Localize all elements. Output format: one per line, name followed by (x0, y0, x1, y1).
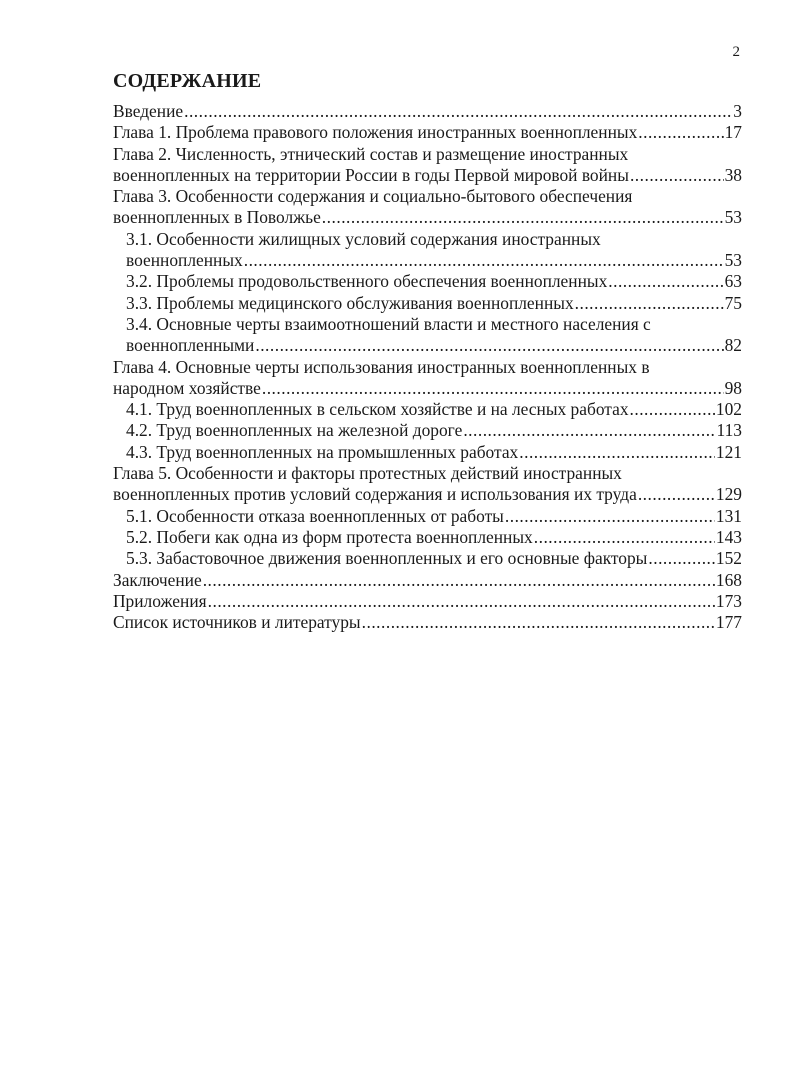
dot-leader (630, 399, 715, 420)
dot-leader (638, 484, 715, 505)
toc-chapter-entry[interactable] (113, 101, 742, 122)
toc-entry-page-number: 3 (733, 101, 742, 121)
dot-leader (208, 591, 715, 612)
toc-entry-title: 3.2. Проблемы продовольственного обеспечения военнопленных (126, 271, 608, 292)
toc-chapter-entry[interactable] (113, 591, 742, 612)
toc-subsection-entry[interactable] (113, 548, 742, 569)
toc-entry-page-number: 173 (715, 590, 742, 611)
toc-chapter-entry[interactable] (113, 463, 742, 506)
dot-leader (648, 548, 715, 569)
toc-entry-title: военнопленными (126, 335, 255, 356)
toc-entry-title: Введение (113, 101, 184, 121)
table-of-contents (113, 101, 742, 633)
toc-entry-page-number: 98 (724, 377, 742, 398)
toc-entry-page-number: 53 (724, 207, 742, 228)
toc-entry-row (113, 591, 742, 612)
toc-chapter-entry[interactable] (113, 122, 742, 143)
toc-entry-title: Приложения (113, 590, 207, 611)
dot-leader (608, 271, 723, 292)
toc-entry-page-number: 102 (715, 399, 742, 420)
toc-entry-row (126, 335, 742, 356)
toc-entry-page-number: 53 (724, 250, 742, 271)
toc-entry-title: 4.2. Труд военнопленных на железной дороге (126, 420, 463, 441)
toc-entry-row (126, 250, 742, 271)
dot-leader (534, 527, 715, 548)
toc-entry-title: Список источников и литературы (113, 612, 361, 633)
toc-entry-page-number: 17 (724, 122, 742, 143)
toc-entry-row (113, 207, 742, 228)
toc-entry-row (113, 122, 742, 143)
toc-entry-row (113, 570, 742, 591)
toc-entry-page-number: 113 (716, 420, 742, 441)
toc-entry-page-number: 38 (724, 164, 742, 185)
toc-entry-title-line: Глава 2. Численность, этнический состав и размещение иностранных (113, 143, 629, 164)
toc-entry-row (126, 506, 742, 527)
toc-entry-title: военнопленных против условий содержания и использования их труда (113, 484, 637, 505)
toc-entry-title-line: Глава 5. Особенности и факторы протестных действий иностранных (113, 463, 622, 484)
toc-entry-page-number: 152 (715, 548, 742, 569)
toc-subsection-entry[interactable] (113, 420, 742, 441)
toc-chapter-entry[interactable] (113, 612, 742, 633)
toc-entry-row (126, 442, 742, 463)
dot-leader (638, 122, 723, 143)
toc-chapter-entry[interactable] (113, 186, 742, 229)
toc-subsection-entry[interactable] (113, 271, 742, 292)
toc-entry-page-number: 121 (715, 441, 742, 462)
toc-entry-page-number: 75 (724, 292, 742, 313)
toc-subsection-entry[interactable] (113, 506, 742, 527)
toc-entry-title-line: Глава 3. Особенности содержания и социально-бытового обеспечения (113, 186, 633, 207)
toc-subsection-entry[interactable] (113, 314, 742, 357)
toc-subsection-entry[interactable] (113, 442, 742, 463)
toc-entry-page-number: 143 (715, 526, 742, 547)
toc-entry-row (126, 420, 742, 441)
toc-chapter-entry[interactable] (113, 570, 742, 591)
toc-chapter-entry[interactable] (113, 357, 742, 400)
toc-entry-row (126, 399, 742, 420)
toc-entry-title-line: 3.4. Основные черты взаимоотношений власти и местного населения с (126, 313, 651, 334)
toc-entry-title: военнопленных на территории России в годы Первой мировой войны (113, 164, 629, 185)
dot-leader (505, 506, 715, 527)
toc-title: СОДЕРЖАНИЕ (113, 70, 262, 92)
toc-subsection-entry[interactable] (113, 399, 742, 420)
toc-entry-title: Глава 1. Проблема правового положения иностранных военнопленных (113, 122, 638, 143)
toc-entry-title: 5.2. Побеги как одна из форм протеста военнопленных (126, 526, 533, 547)
dot-leader (255, 335, 723, 356)
dot-leader (362, 612, 715, 633)
toc-entry-title: 5.3. Забастовочное движения военнопленных и его основные факторы (126, 548, 648, 569)
dot-leader (184, 101, 732, 122)
page-number: 2 (732, 44, 740, 60)
toc-entry-title: народном хозяйстве (113, 377, 261, 398)
toc-subsection-entry[interactable] (113, 527, 742, 548)
toc-entry-page-number: 82 (724, 335, 742, 356)
dot-leader (244, 250, 724, 271)
toc-entry-row (126, 527, 742, 548)
toc-subsection-entry[interactable] (113, 293, 742, 314)
toc-entry-row (126, 548, 742, 569)
toc-entry-row (113, 101, 742, 122)
toc-entry-title: 4.3. Труд военнопленных на промышленных работах (126, 441, 519, 462)
toc-entry-title: военнопленных в Поволжье (113, 207, 321, 228)
toc-entry-row (126, 293, 742, 314)
toc-entry-row (126, 271, 742, 292)
toc-entry-title: 3.3. Проблемы медицинского обслуживания военнопленных (126, 292, 574, 313)
toc-entry-title: военнопленных (126, 250, 243, 271)
toc-entry-title: 5.1. Особенности отказа военнопленных от работы (126, 505, 504, 526)
dot-leader (322, 207, 724, 228)
toc-entry-title: Заключение (113, 569, 202, 590)
toc-entry-row (113, 612, 742, 633)
toc-entry-page-number: 177 (715, 612, 742, 633)
dot-leader (519, 442, 715, 463)
toc-entry-page-number: 131 (715, 505, 742, 526)
toc-entry-title-line: 3.1. Особенности жилищных условий содержания иностранных (126, 228, 601, 249)
dot-leader (463, 420, 715, 441)
toc-entry-title-line: Глава 4. Основные черты использования иностранных военнопленных в (113, 356, 650, 377)
toc-entry-page-number: 129 (715, 484, 742, 505)
dot-leader (203, 570, 715, 591)
toc-chapter-entry[interactable] (113, 144, 742, 187)
toc-entry-page-number: 63 (724, 271, 742, 292)
toc-entry-row (113, 378, 742, 399)
toc-entry-row (113, 484, 742, 505)
dot-leader (262, 378, 724, 399)
toc-subsection-entry[interactable] (113, 229, 742, 272)
toc-entry-title: 4.1. Труд военнопленных в сельском хозяйстве и на лесных работах (126, 399, 629, 420)
dot-leader (575, 293, 724, 314)
toc-entry-page-number: 168 (715, 569, 742, 590)
dot-leader (630, 165, 724, 186)
toc-entry-row (113, 165, 742, 186)
